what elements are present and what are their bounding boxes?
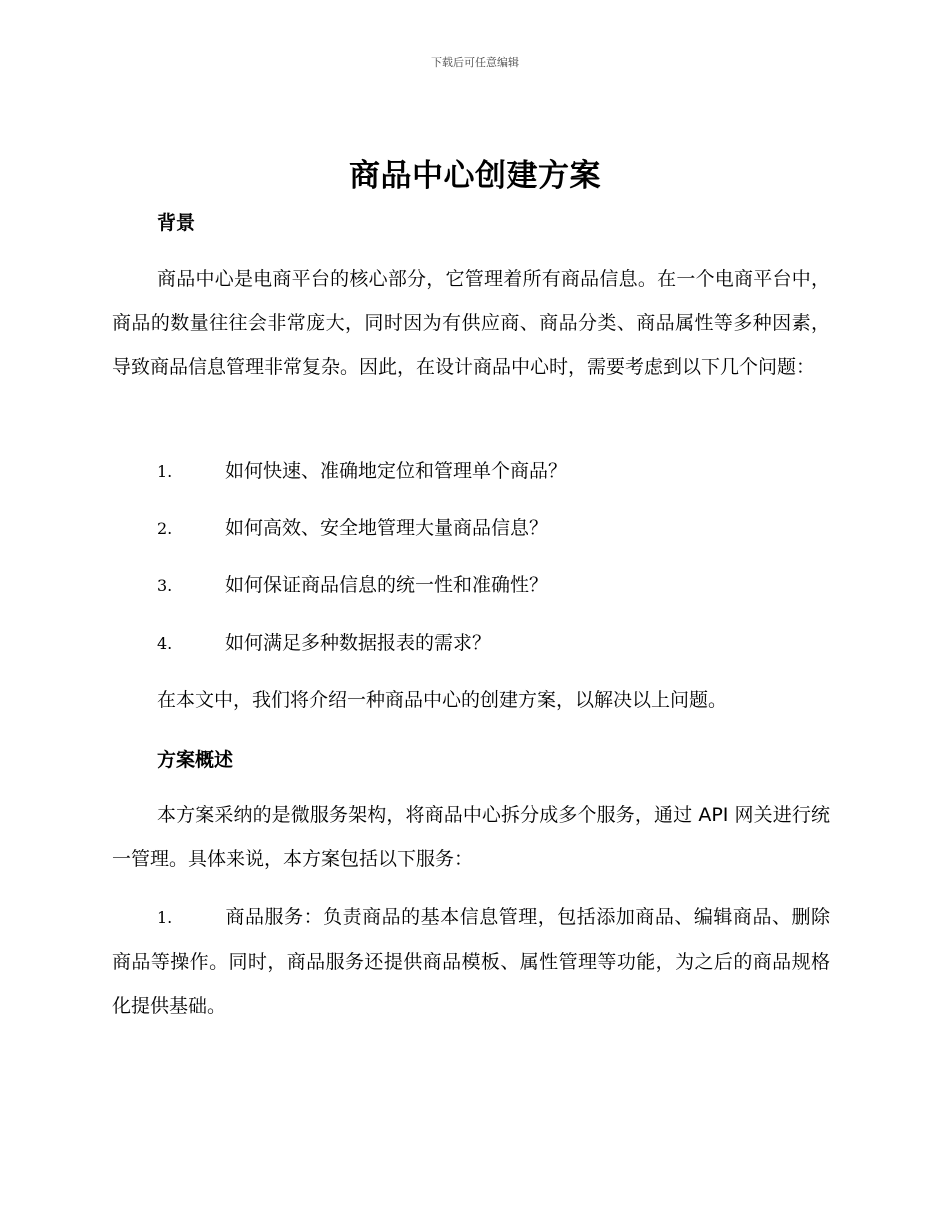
closing-paragraph: 在本文中，我们将介绍一种商品中心的创建方案，以解决以上问题。: [157, 689, 728, 711]
list-item-text: 如何高效、安全地管理大量商品信息？: [225, 517, 549, 539]
section-heading-overview: 方案概述: [157, 749, 234, 771]
list-item-number: 4.: [157, 634, 173, 653]
list-item-number: 3.: [157, 576, 173, 595]
list-item: [157, 628, 830, 659]
list-item-text: 如何满足多种数据报表的需求？: [225, 632, 492, 654]
list-item: [157, 570, 830, 601]
list-item: [157, 513, 830, 544]
list-item-number: 2.: [157, 519, 173, 538]
section-heading-background: 背景: [157, 212, 196, 234]
list-item-number: 1.: [157, 462, 173, 481]
header-note: 下载后可任意编辑: [431, 56, 519, 69]
service-list-item: [112, 895, 830, 1028]
list-item-number: 1.: [157, 908, 173, 927]
list-item-text: 如何快速、准确地定位和管理单个商品？: [225, 460, 568, 482]
document-title: 商品中心创建方案: [349, 158, 601, 194]
overview-paragraph: 本方案采纳的是微服务架构，将商品中心拆分成多个服务，通过 API 网关进行统一管理。具体来说，本方案包括以下服务：: [112, 804, 830, 870]
list-item: [157, 456, 830, 487]
list-item-text: 如何保证商品信息的统一性和准确性？: [225, 574, 549, 596]
background-paragraph: 商品中心是电商平台的核心部分，它管理着所有商品信息。在一个电商平台中，商品的数量往往会非常庞大，同时因为有供应商、商品分类、商品属性等多种因素，导致商品信息管理非常复杂。因此，在设计商品中心时，需要考虑到以下几个问题：: [112, 268, 830, 378]
list-item-text: 商品服务：负责商品的基本信息管理，包括添加商品、编辑商品、删除商品等操作。同时，商品服务还提供商品模板、属性管理等功能，为之后的商品规格化提供基础。: [112, 906, 830, 1017]
